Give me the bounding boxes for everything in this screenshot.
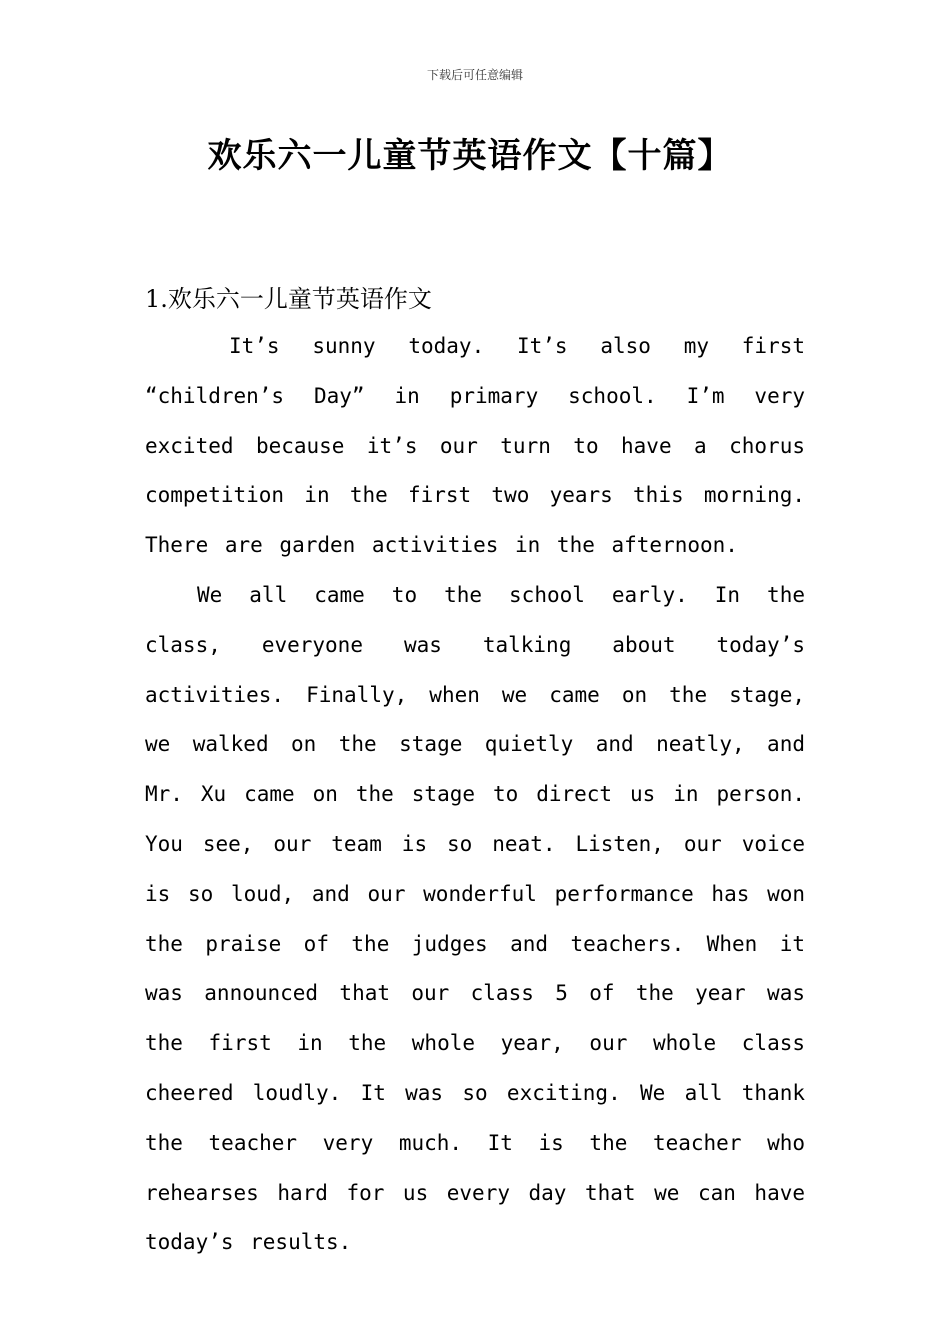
document-title: 欢乐六一儿童节英语作文【十篇】 [207,136,733,176]
document-body [145,276,805,1268]
header-note: 下载后可任意编辑 [426,68,523,82]
section-heading: 1.欢乐六一儿童节英语作文 [145,285,432,313]
paragraph: It’s sunny today. It’s also my first “children’s Day” in primary school. I’m very excited because it’s our turn to have a chorus competition in the first two years this morning. There are garden activities in the afternoon. [145,334,805,558]
paragraph: We all came to the school early. In the class, everyone was talking about today’s activities. Finally, when we came on the stage, we walked on the stage quietly and neatly, and Mr. Xu came on the stage to direct us in person. You see, our team is so neat. Listen, our voice is so loud, and our wonderful performance has won the praise of the judges and teachers. When it was announced that our class 5 of the year was the first in the whole year, our whole class cheered loudly. It was so exciting. We all thank the teacher very much. It is the teacher who rehearses hard for us every day that we can have today’s results. [145,582,805,1255]
